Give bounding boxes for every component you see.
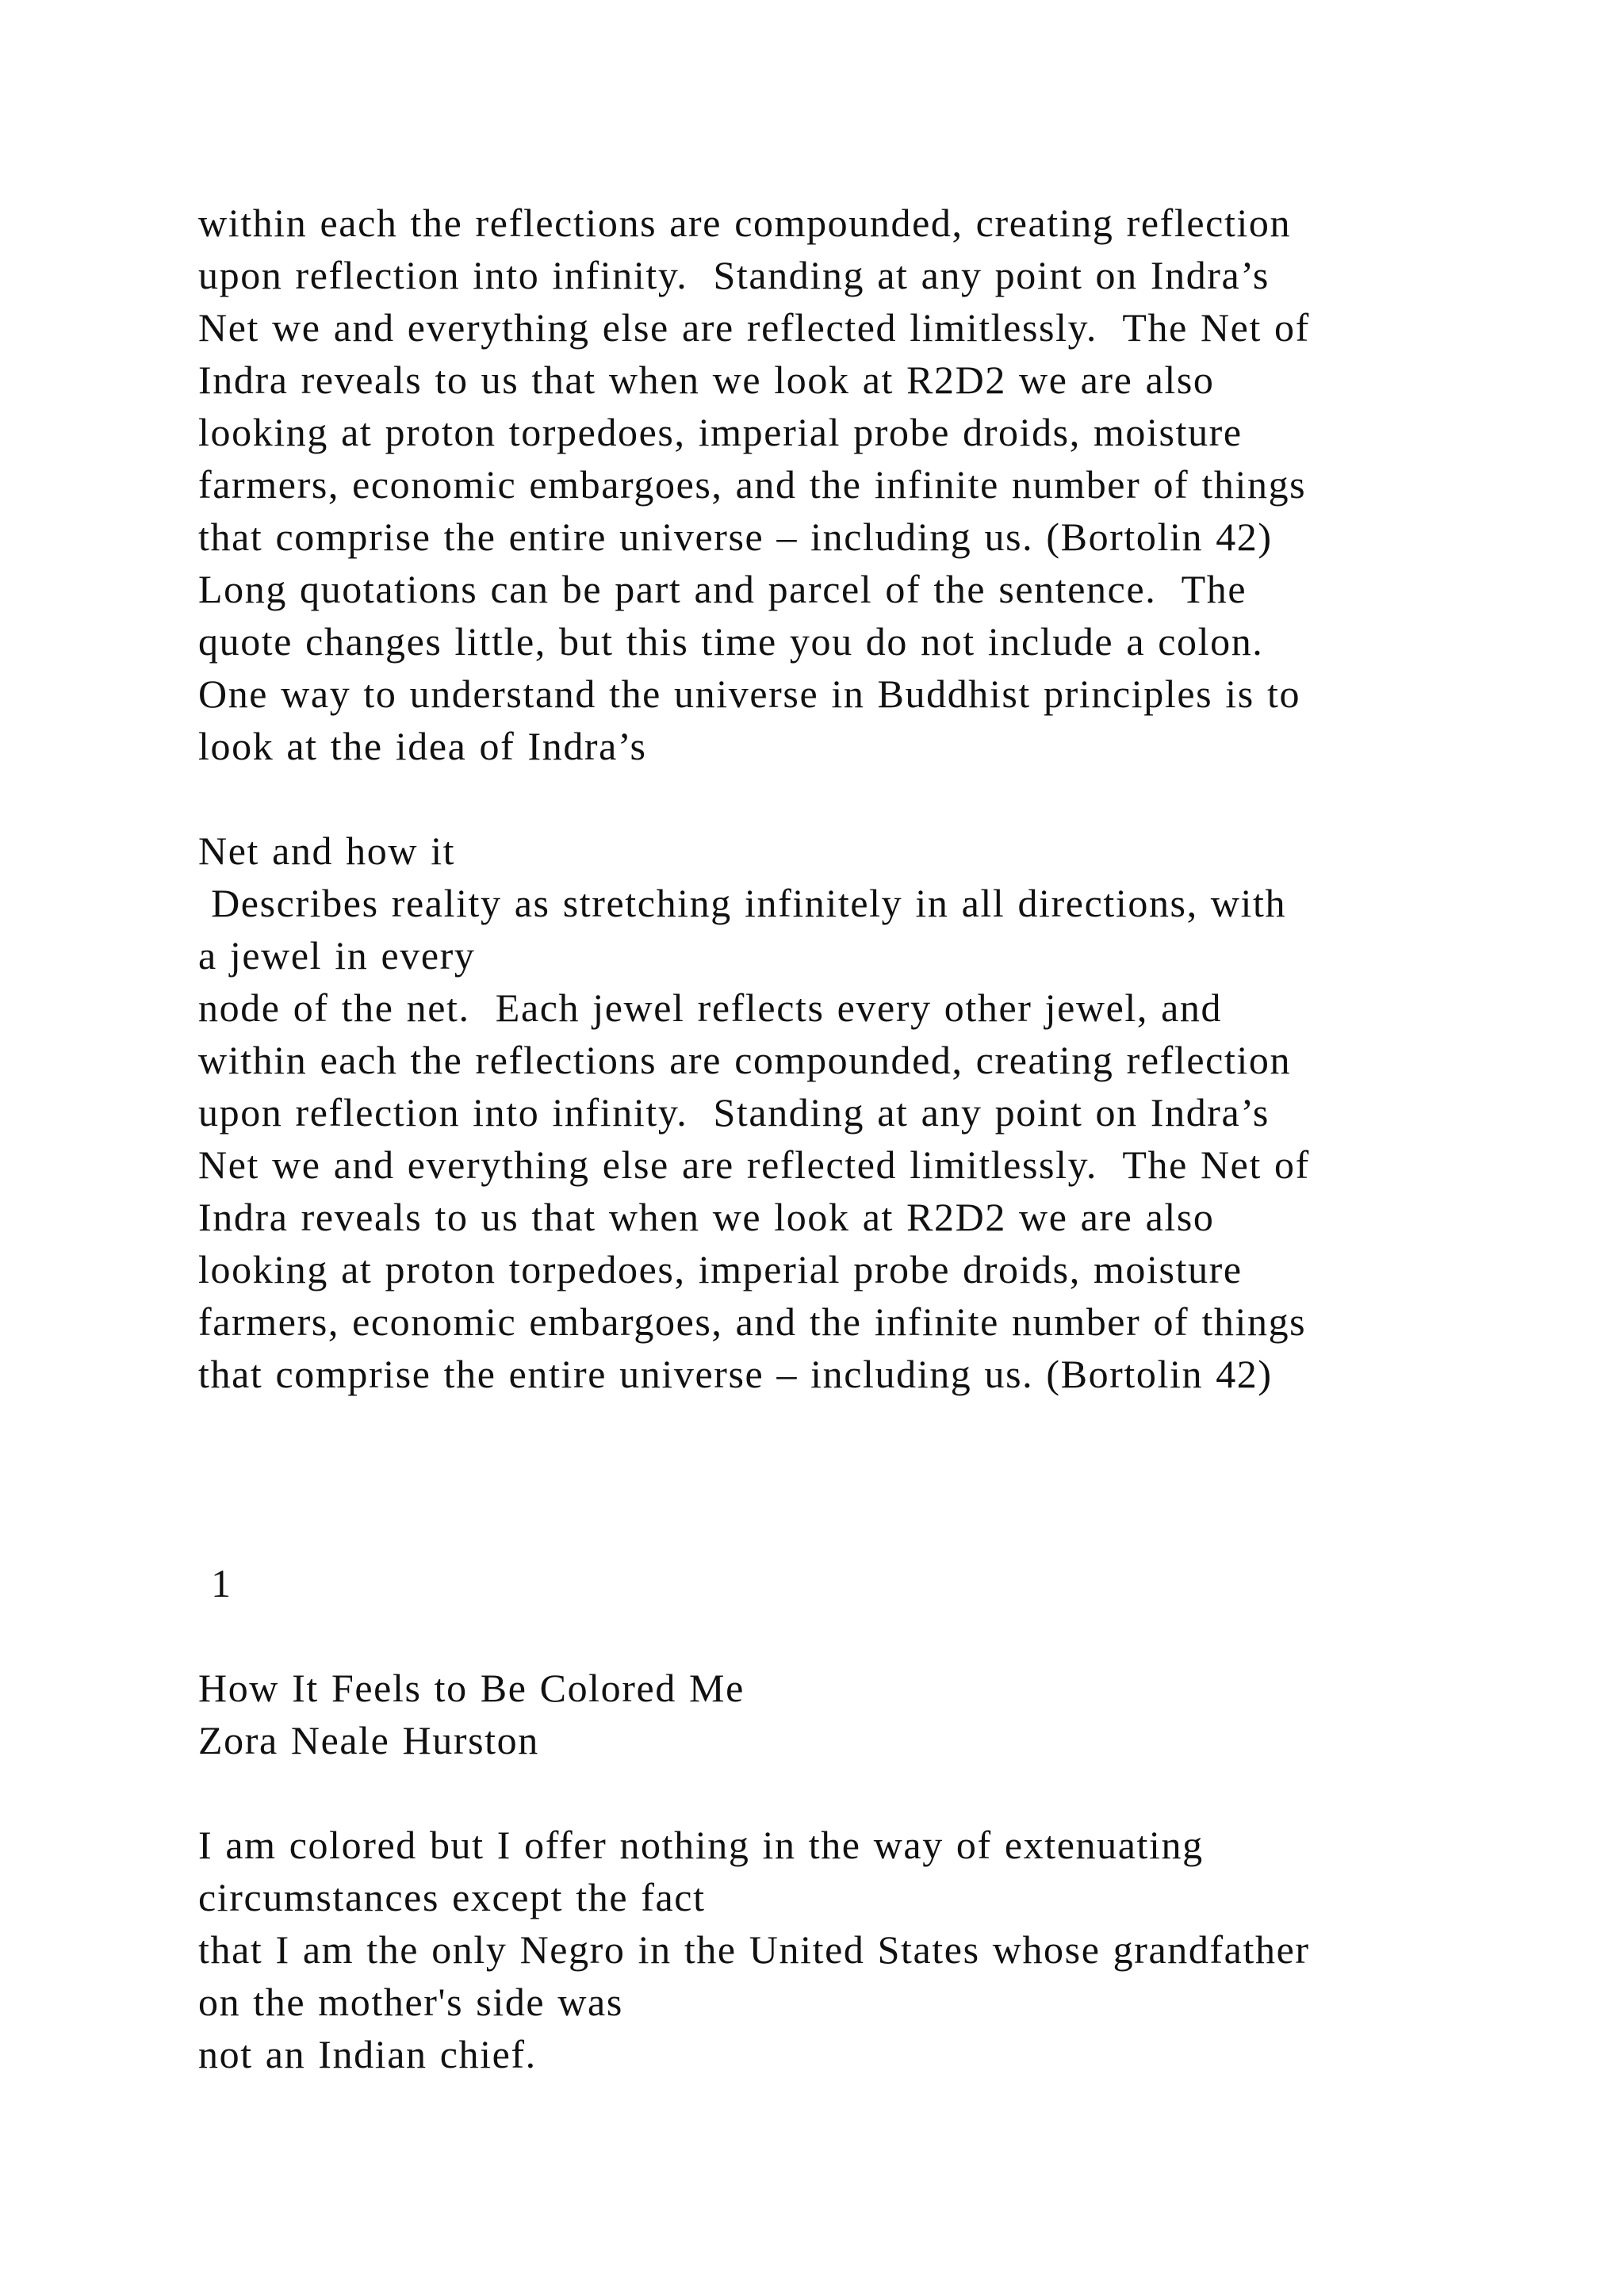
blank-line: [198, 1505, 1546, 1557]
text-line: farmers, economic embargoes, and the infinite number of things: [198, 1299, 1307, 1344]
text-line: I am colored but I offer nothing in the way of extenuating: [198, 1823, 1204, 1867]
blank-line: [198, 1452, 1546, 1505]
text-line: upon reflection into infinity. Standing at any point on Indra’s: [198, 253, 1270, 297]
text-line: Indra reveals to us that when we look at R2D2 we are also: [198, 358, 1215, 402]
text-line: looking at proton torpedoes, imperial probe droids, moisture: [198, 410, 1243, 454]
text-line: quote changes little, but this time you do not include a colon.: [198, 619, 1264, 664]
page-number: 1: [198, 1561, 232, 1605]
blank-line: [198, 1609, 1546, 1662]
text-line: not an Indian chief.: [198, 2032, 537, 2076]
blank-line: [198, 1400, 1546, 1452]
text-line: a jewel in every: [198, 933, 476, 978]
text-line: that I am the only Negro in the United States whose grandfather: [198, 1927, 1310, 1972]
blank-line: [198, 772, 1546, 825]
text-line: Indra reveals to us that when we look at R2D2 we are also: [198, 1195, 1215, 1239]
text-line: Net we and everything else are reflected limitlessly. The Net of: [198, 305, 1310, 350]
text-line: node of the net. Each jewel reflects every other jewel, and: [198, 985, 1223, 1030]
blank-line: [198, 1766, 1546, 1819]
text-line: look at the idea of Indra’s: [198, 724, 647, 768]
document-text: [198, 197, 1546, 2080]
text-line: that comprise the entire universe – including us. (Bortolin 42): [198, 1352, 1273, 1396]
text-line: within each the reflections are compounded, creating reflection: [198, 1038, 1292, 1082]
text-line: circumstances except the fact: [198, 1875, 706, 1919]
text-line: on the mother's side was: [198, 1980, 623, 2024]
text-line: Net and how it: [198, 828, 456, 873]
text-line: farmers, economic embargoes, and the infinite number of things: [198, 462, 1307, 507]
essay-author: Zora Neale Hurston: [198, 1718, 539, 1762]
essay-title: How It Feels to Be Colored Me: [198, 1666, 745, 1710]
text-line: Long quotations can be part and parcel of the sentence. The: [198, 567, 1247, 611]
text-line: within each the reflections are compounded, creating reflection: [198, 201, 1292, 245]
text-line: looking at proton torpedoes, imperial probe droids, moisture: [198, 1247, 1243, 1292]
text-line: Describes reality as stretching infinitely in all directions, with: [198, 881, 1287, 925]
text-line: One way to understand the universe in Buddhist principles is to: [198, 672, 1301, 716]
text-line: Net we and everything else are reflected limitlessly. The Net of: [198, 1142, 1310, 1187]
text-line: that comprise the entire universe – including us. (Bortolin 42): [198, 515, 1273, 559]
text-line: upon reflection into infinity. Standing at any point on Indra’s: [198, 1090, 1270, 1135]
